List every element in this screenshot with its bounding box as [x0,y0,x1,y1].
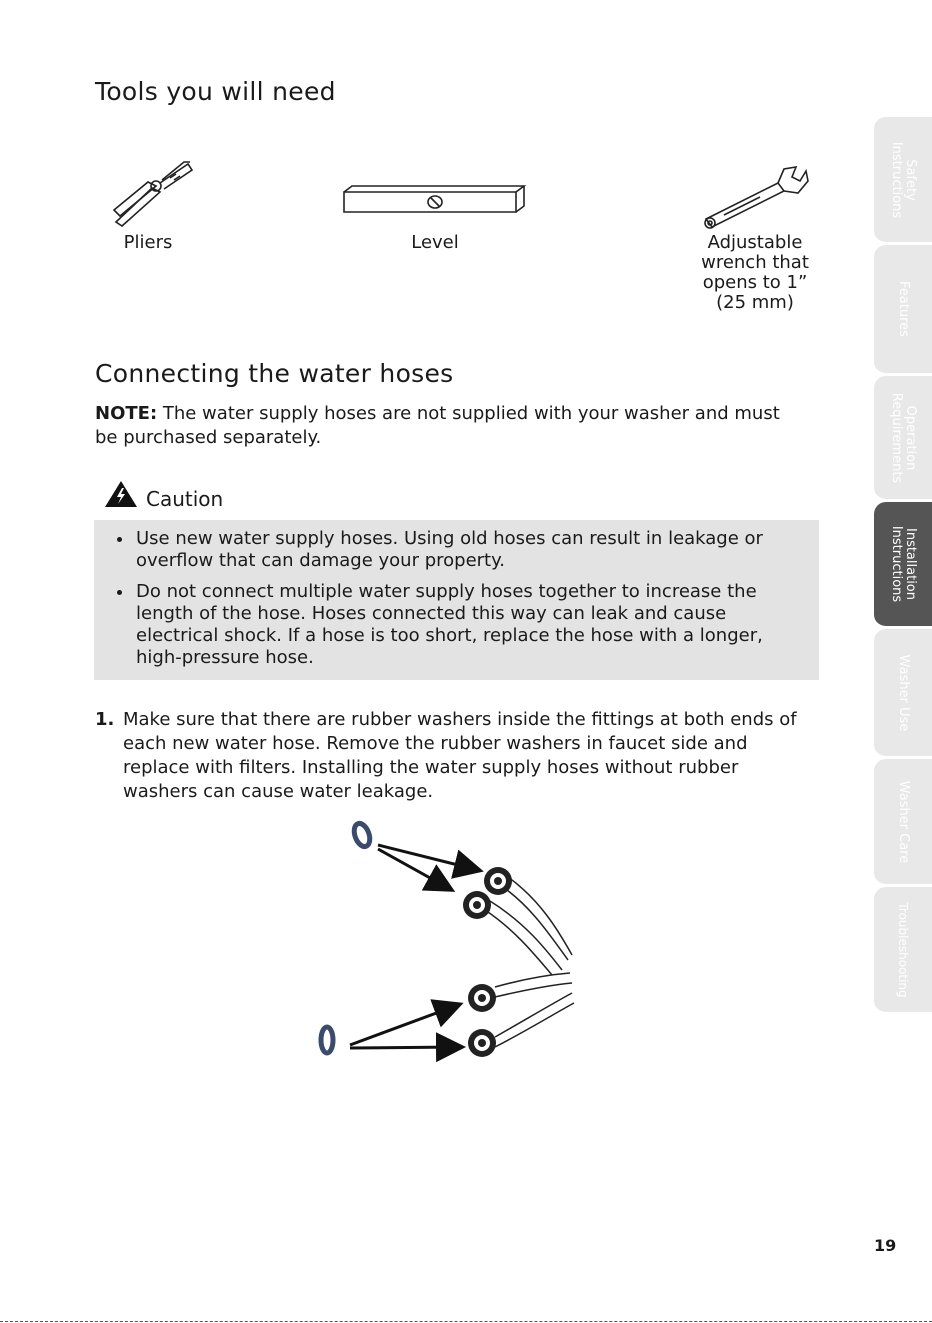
tab-label: Troubleshooting [896,901,910,998]
tab-installation-instructions[interactable] [874,502,932,627]
note-paragraph [95,402,795,450]
step-1 [95,708,815,804]
tool-label-level: Level [411,232,459,253]
tab-washer-care[interactable] [874,759,932,885]
tab-label: Features [896,281,911,337]
pliers-icon [112,158,197,228]
tab-label: Operation Requirements [889,392,918,483]
tab-operation-requirements[interactable] [874,376,932,500]
tab-label: Washer Use [896,654,911,731]
hoses-heading: Connecting the water hoses [95,359,454,388]
step-number: 1. [95,709,115,730]
tab-label: Washer Care [896,780,911,863]
tab-label: Installation Instructions [889,525,918,603]
caution-title: Caution [146,487,224,511]
caution-box [94,520,819,680]
rubber-washer-icon [351,821,372,848]
level-icon [340,182,530,218]
tool-label-wrench: Adjustable wrench that opens to 1” (25 mm) [701,232,809,313]
caution-item: • Do not connect multiple water supply hoses together to increase the length of the hose. Hoses connected this way can leak and cause electrical shock. If a hose is too short, replace the hose with a longer, high-pressure hose. [134,581,807,669]
note-text: The water supply hoses are not supplied with your washer and must be purchased separately. [95,403,780,448]
caution-item: • Use new water supply hoses. Using old hoses can result in leakage or overflow that can damage your property. [134,528,807,572]
hose-washer-illustration [300,815,590,1075]
page-number: 19 [874,1236,897,1255]
tools-heading: Tools you will need [95,77,336,106]
tab-safety-instructions[interactable] [874,117,932,243]
note-label: NOTE: [95,403,158,424]
step-text: Make sure that there are rubber washers inside the fittings at both ends of each new water hose. Remove the rubber washers in faucet side and replace with filters. Installing the water supply hoses without rubber washers can cause water leakage. [123,709,797,802]
wrench-icon [700,163,810,233]
rubber-washer-icon [321,1027,333,1053]
warning-icon [103,479,139,509]
tab-troubleshooting[interactable] [874,887,932,1013]
tab-washer-use[interactable] [874,629,932,757]
caution-list [94,520,819,669]
tool-label-pliers: Pliers [123,232,173,253]
tab-label: Safety Instructions [889,141,918,218]
tab-features[interactable] [874,245,932,374]
